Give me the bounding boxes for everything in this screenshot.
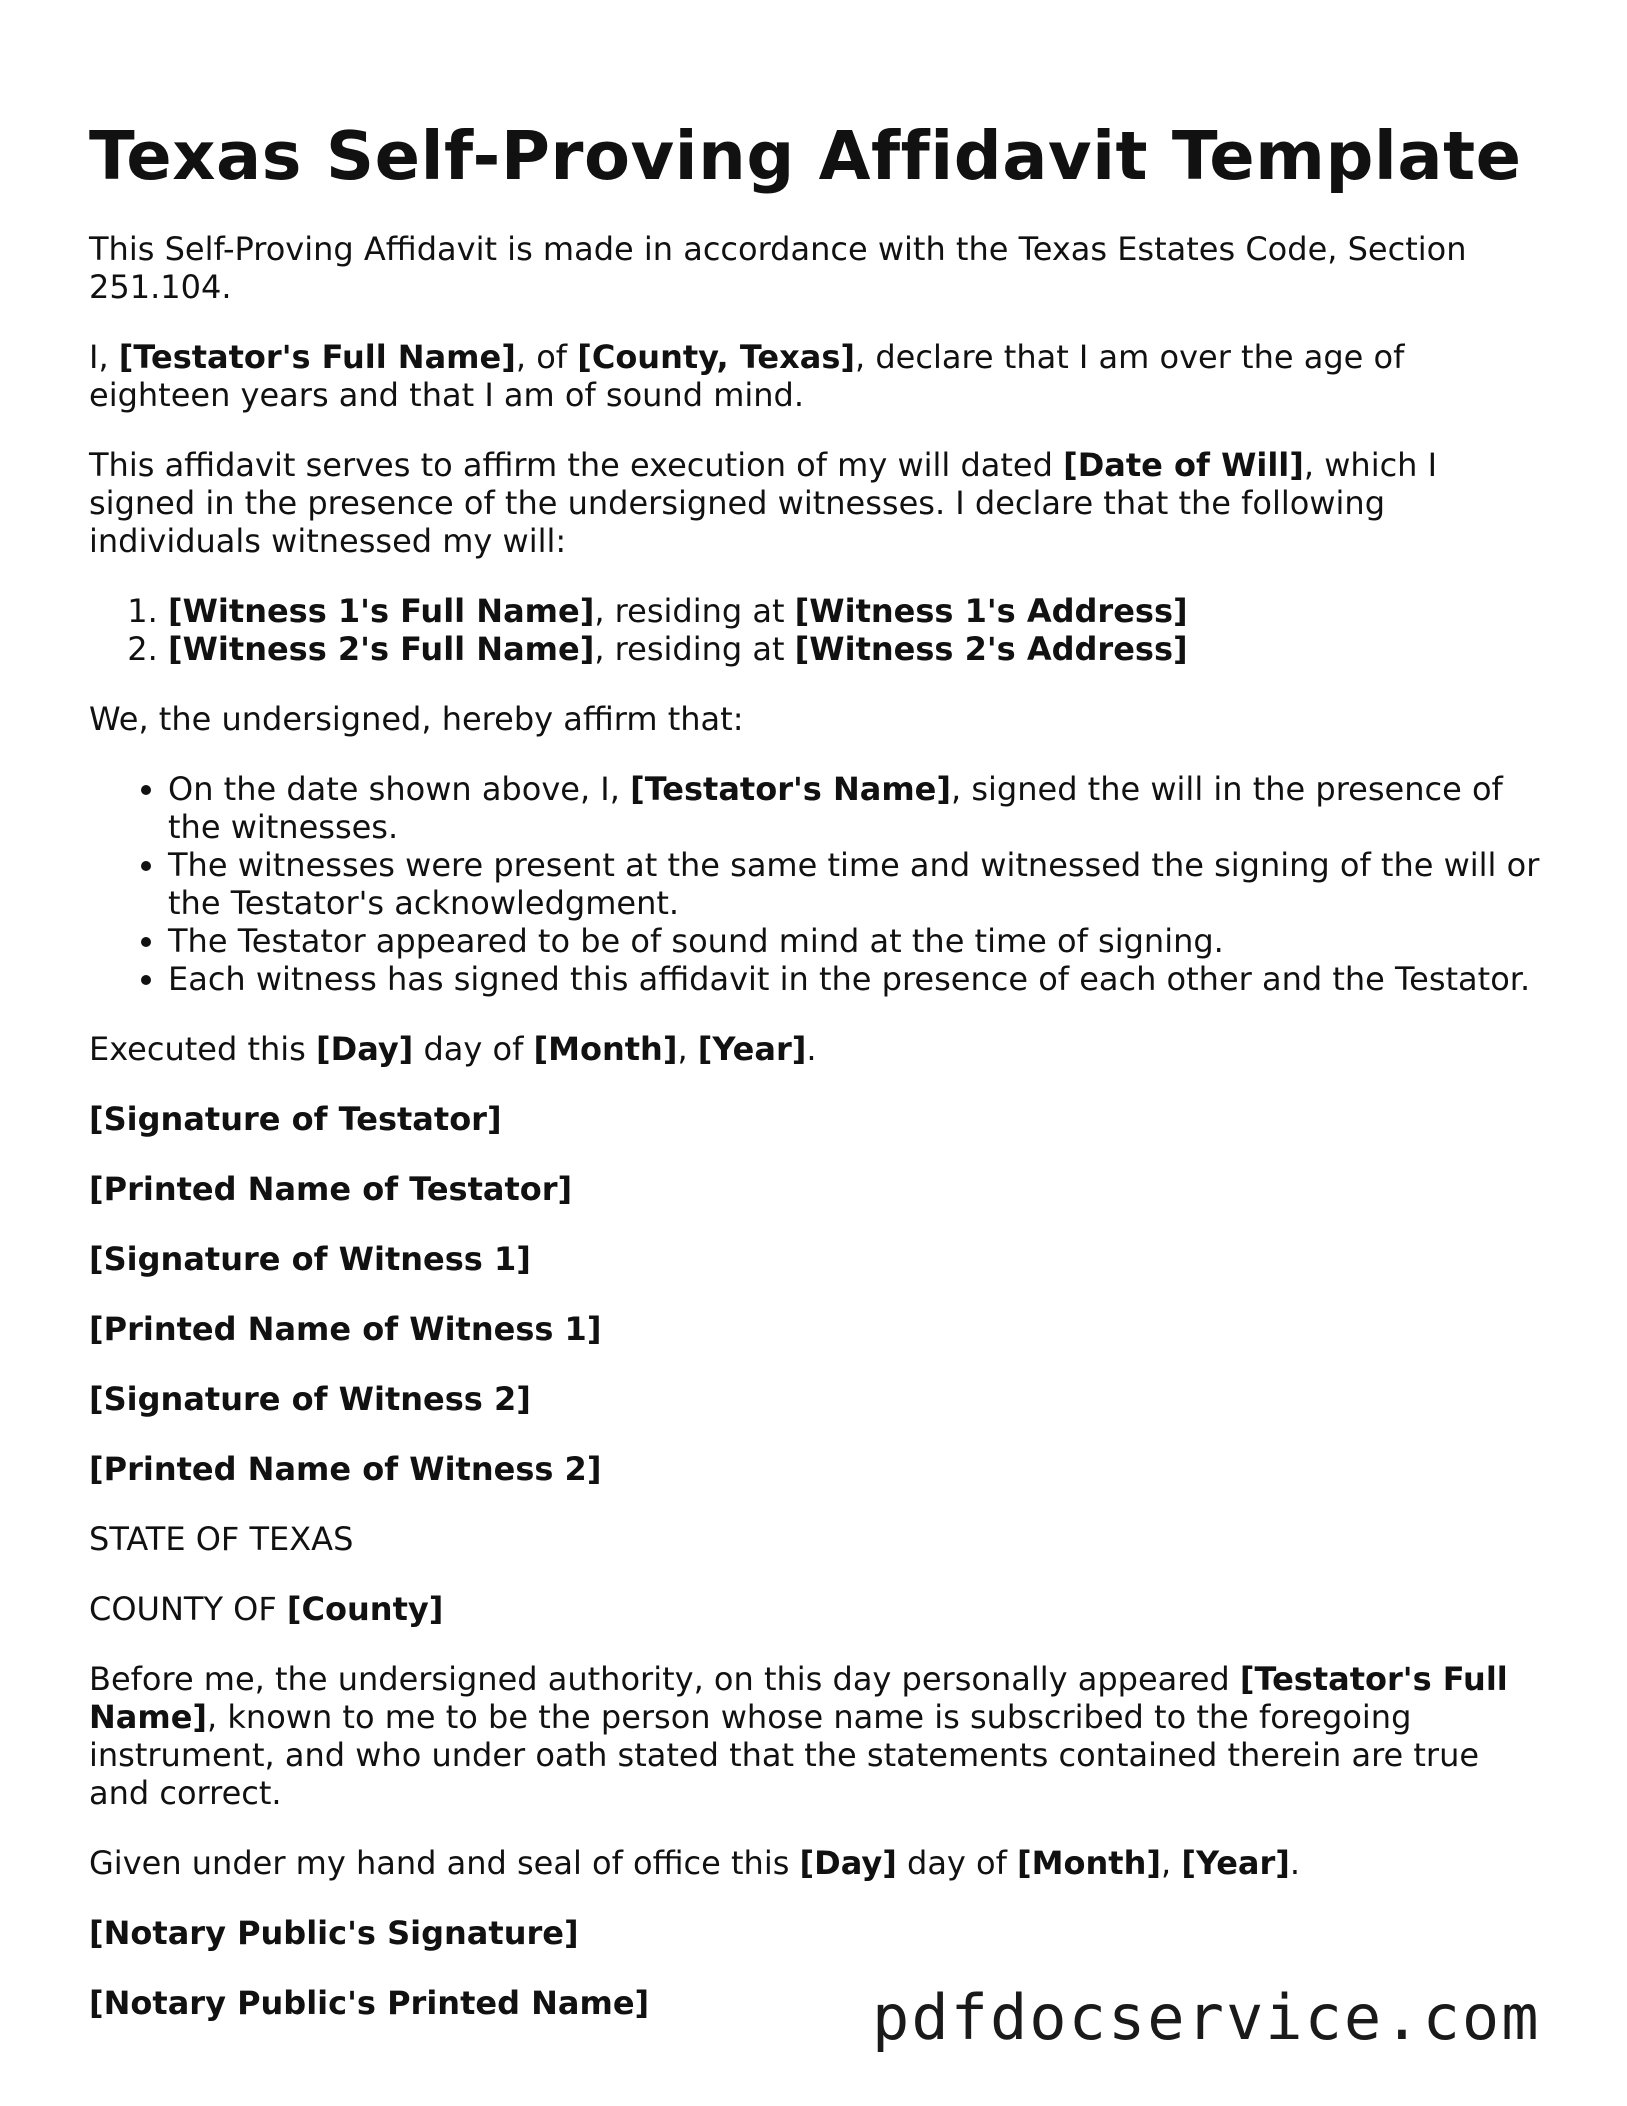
affirm-list <box>89 770 1549 998</box>
notary-printed-name: [Notary Public's Printed Name] <box>89 1984 650 2022</box>
printed-name-testator: [Printed Name of Testator] <box>89 1170 573 1208</box>
notary-testator-name-placeholder: [Testator's Full Name] <box>89 1660 1508 1736</box>
state-line: STATE OF TEXAS <box>89 1520 354 1558</box>
executed-line <box>89 1030 1549 1068</box>
affirm-item-4: • Each witness has signed this affidavit in the presence of each other and the Testator. <box>168 960 1549 998</box>
printed-name-witness-2: [Printed Name of Witness 2] <box>89 1450 602 1488</box>
declaration-text-1: I, <box>89 338 119 376</box>
county-texas-placeholder: [County, Texas] <box>577 338 856 376</box>
witness-item-1 <box>168 592 1549 630</box>
notary-signature: [Notary Public's Signature] <box>89 1914 579 1952</box>
affirm-item-1-text-b: , signed the will in the presence of the witnesses. <box>168 770 1503 846</box>
date-of-will-placeholder: [Date of Will] <box>1063 446 1304 484</box>
given-text-4: . <box>1289 1844 1301 1882</box>
declaration-paragraph <box>89 338 1549 414</box>
witness-1-mid-text: , residing at <box>594 592 795 630</box>
affirm-intro: We, the undersigned, hereby affirm that: <box>89 700 744 738</box>
document-page <box>89 116 1549 2054</box>
notary-paragraph <box>89 1660 1549 1812</box>
given-year-placeholder: [Year] <box>1181 1844 1290 1882</box>
testator-name-placeholder: [Testator's Full Name] <box>118 338 516 376</box>
witness-1-address-placeholder: [Witness 1's Address] <box>794 592 1188 630</box>
affirmation-text-2: , which I signed in the presence of the undersigned witnesses. I declare that the following individuals witnessed my will: <box>89 446 1438 560</box>
county-placeholder: [County] <box>286 1590 444 1628</box>
affirm-item-1-text-a: On the date shown above, I, <box>168 770 631 808</box>
declaration-text-3: , declare that I am over the age of eighteen years and that I am of sound mind. <box>89 338 1405 414</box>
county-line-text: COUNTY OF <box>89 1590 287 1628</box>
given-text-3: , <box>1160 1844 1182 1882</box>
printed-name-witness-1: [Printed Name of Witness 1] <box>89 1310 602 1348</box>
witness-2-name-placeholder: [Witness 2's Full Name] <box>168 630 595 668</box>
executed-month-placeholder: [Month] <box>533 1030 678 1068</box>
given-day-placeholder: [Day] <box>799 1844 897 1882</box>
executed-text-1: Executed this <box>89 1030 317 1068</box>
witness-list <box>89 592 1549 668</box>
signature-witness-2: [Signature of Witness 2] <box>89 1380 531 1418</box>
given-month-placeholder: [Month] <box>1017 1844 1161 1882</box>
signature-witness-1: [Signature of Witness 1] <box>89 1240 531 1278</box>
affirm-item-1 <box>168 770 1549 846</box>
given-text-1: Given under my hand and seal of office this <box>89 1844 800 1882</box>
signature-testator: [Signature of Testator] <box>89 1100 502 1138</box>
witness-item-2 <box>168 630 1549 668</box>
executed-text-2: day of <box>413 1030 534 1068</box>
witness-1-name-placeholder: [Witness 1's Full Name] <box>168 592 595 630</box>
watermark-text: pdfdocservice.com <box>872 1981 1541 2054</box>
given-line <box>89 1844 1549 1882</box>
executed-year-placeholder: [Year] <box>697 1030 807 1068</box>
given-text-2: day of <box>896 1844 1018 1882</box>
declaration-text-2: , of <box>515 338 578 376</box>
witness-2-address-placeholder: [Witness 2's Address] <box>794 630 1188 668</box>
executed-text-3: , <box>677 1030 698 1068</box>
notary-text-1: Before me, the undersigned authority, on this day personally appeared <box>89 1660 1240 1698</box>
notary-text-2: , known to me to be the person whose name is subscribed to the foregoing instrument, and who under oath stated that the statements contained therein are true and correct. <box>89 1698 1480 1812</box>
county-line <box>89 1590 1549 1628</box>
document-title: Texas Self-Proving Affidavit Template <box>89 117 1522 195</box>
testator-name-short-placeholder: [Testator's Name] <box>630 770 951 808</box>
executed-text-4: . <box>806 1030 817 1068</box>
affirmation-paragraph <box>89 446 1549 560</box>
witness-2-mid-text: , residing at <box>594 630 795 668</box>
affirm-item-2: • The witnesses were present at the same time and witnessed the signing of the will or the Testator's acknowledgment. <box>168 846 1549 922</box>
affirm-item-3: • The Testator appeared to be of sound mind at the time of signing. <box>168 922 1549 960</box>
intro-paragraph: This Self-Proving Affidavit is made in accordance with the Texas Estates Code, Section 251.104. <box>89 230 1467 306</box>
executed-day-placeholder: [Day] <box>316 1030 414 1068</box>
affirmation-text-1: This affidavit serves to affirm the execution of my will dated <box>89 446 1064 484</box>
